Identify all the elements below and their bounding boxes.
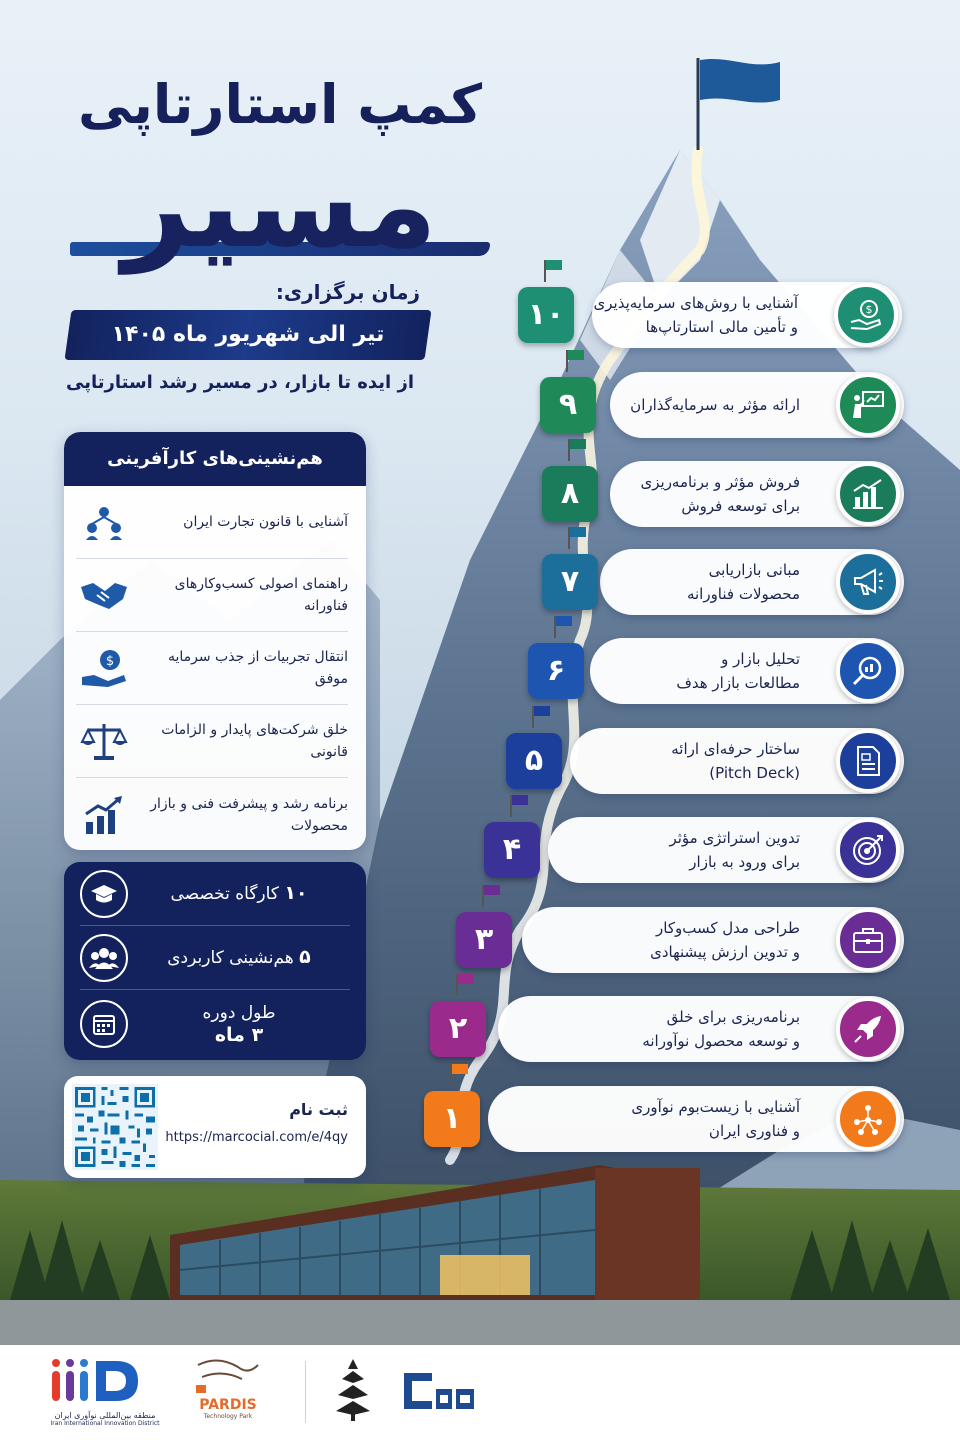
company-logo bbox=[402, 1371, 478, 1440]
iiid-logo bbox=[40, 1355, 170, 1430]
panel-item bbox=[76, 486, 348, 559]
panel-item bbox=[76, 778, 348, 850]
step-number-badge: ۱ bbox=[424, 1091, 480, 1147]
stat-row bbox=[80, 926, 350, 990]
step-line1: آشنایی با زیست‌بوم نوآوری bbox=[631, 1098, 800, 1116]
step-number-badge: ۶ bbox=[528, 643, 584, 699]
group-icon bbox=[80, 934, 128, 982]
stat-label: کارگاه تخصصی bbox=[170, 884, 279, 904]
panel-item-text: انتقال تجربیات از جذب سرمایه موفق bbox=[167, 649, 348, 687]
step-text bbox=[671, 728, 800, 794]
step-flag-icon bbox=[532, 706, 534, 728]
panel-item bbox=[76, 632, 348, 705]
footer-divider bbox=[305, 1361, 306, 1423]
svg-text:$: $ bbox=[105, 654, 115, 669]
step-number-badge: ۵ bbox=[506, 733, 562, 789]
panel-item-text: برنامه رشد و پیشرفت فنی و بازار محصولات bbox=[150, 795, 348, 834]
target-icon bbox=[836, 818, 900, 882]
panel-item bbox=[76, 705, 348, 778]
step-flag-icon bbox=[510, 795, 512, 817]
briefcase-icon bbox=[836, 908, 900, 972]
svg-text:$: $ bbox=[865, 303, 873, 316]
panel-item-text: راهنمای اصولی کسب‌وکارهای فناورانه bbox=[174, 576, 348, 614]
step-number-badge: ۹ bbox=[540, 377, 596, 433]
iiid-name-en: Iran International Innovation District bbox=[50, 1420, 160, 1427]
step-line1: مبانی بازاریابی bbox=[708, 561, 800, 579]
step-text bbox=[642, 996, 800, 1062]
step-text bbox=[594, 282, 799, 348]
step-line2: و توسعه محصول نوآورانه bbox=[642, 1032, 800, 1050]
step-number-badge: ۸ bbox=[542, 466, 598, 522]
step-flag-icon bbox=[544, 260, 546, 282]
step-number-badge: ۲ bbox=[430, 1001, 486, 1057]
ecosystem-icon bbox=[836, 1087, 900, 1151]
step-flag-icon bbox=[554, 616, 556, 638]
calendar-icon bbox=[80, 1000, 128, 1048]
money-hand-icon bbox=[834, 283, 898, 347]
stat-text bbox=[128, 946, 350, 969]
step-line2: برای ورود به بازار bbox=[689, 853, 800, 871]
iiid-name: منطقه بین‌المللی نوآوری ایران bbox=[54, 1411, 156, 1420]
step-number-badge: ۴ bbox=[484, 822, 540, 878]
entrepreneurs-panel bbox=[64, 432, 366, 850]
graduation-cap-icon bbox=[80, 870, 128, 918]
step-line1: برنامه‌ریزی برای خلق bbox=[666, 1008, 800, 1026]
registration-link[interactable]: https://marcocial.com/e/4qy bbox=[165, 1130, 348, 1145]
sales-chart-icon bbox=[836, 462, 900, 526]
step-line2: و تأمین مالی استارتاپ‌ها bbox=[645, 318, 798, 336]
rocket-icon bbox=[836, 997, 900, 1061]
tagline: از ایده تا بازار، در مسیر رشد استارتاپی bbox=[65, 372, 414, 393]
step-line2: و تدوین ارزش پیشنهادی bbox=[650, 943, 800, 961]
pardis-logo bbox=[188, 1355, 268, 1430]
scales-icon bbox=[76, 719, 132, 763]
registration-card[interactable] bbox=[64, 1076, 366, 1178]
qr-code[interactable] bbox=[72, 1082, 158, 1172]
step-line1: ارائه مؤثر به سرمایه‌گذاران bbox=[630, 396, 800, 414]
schedule-label: زمان برگزاری: bbox=[275, 280, 420, 304]
step-line1: تدوین استراتژی مؤثر bbox=[669, 829, 800, 847]
step-text bbox=[676, 638, 800, 704]
tree-logo bbox=[328, 1355, 378, 1425]
step-text bbox=[687, 549, 800, 615]
step-flag-icon bbox=[566, 350, 568, 372]
panel-heading: هم‌نشینی‌های کارآفرینی bbox=[64, 432, 366, 486]
stat-text bbox=[128, 882, 350, 905]
step-flag-icon bbox=[568, 439, 570, 461]
panel-item-text: خلق شرکت‌های پایدار و الزامات قانونی bbox=[161, 722, 348, 760]
step-flag-icon bbox=[482, 885, 484, 907]
step-text bbox=[650, 907, 800, 973]
step-line2: مطالعات بازار هدف bbox=[676, 674, 800, 692]
step-line1: آشنایی با روش‌های سرمایه‌پذیری bbox=[593, 294, 798, 312]
step-flag-icon bbox=[456, 974, 458, 996]
title-block bbox=[40, 70, 520, 274]
growth-chart-icon bbox=[76, 793, 132, 837]
step-line2: برای توسعه فروش bbox=[681, 497, 800, 515]
step-line2: و فناوری ایران bbox=[708, 1122, 800, 1140]
title-line1: کمپ استارتاپی bbox=[77, 73, 483, 136]
pardis-sub: Technology Park bbox=[203, 1413, 253, 1420]
stat-text bbox=[128, 1002, 350, 1047]
stat-number: ۱۰ bbox=[284, 882, 308, 904]
step-line2: (Pitch Deck) bbox=[709, 764, 800, 782]
money-hand-icon bbox=[76, 646, 132, 690]
step-flag-icon bbox=[568, 527, 570, 549]
step-line1: ساختار حرفه‌ای ارائه bbox=[671, 740, 800, 758]
step-number-badge: ۷ bbox=[542, 554, 598, 610]
title-main-word: مسیر bbox=[122, 136, 438, 274]
panel-item-text: آشنایی با قانون تجارت ایران bbox=[183, 514, 348, 530]
step-line1: تحلیل بازار و bbox=[721, 650, 800, 668]
document-icon bbox=[836, 729, 900, 793]
stat-row bbox=[80, 990, 350, 1058]
network-people-icon bbox=[76, 500, 132, 544]
magnifier-chart-icon bbox=[836, 639, 900, 703]
step-line1: طراحی مدل کسب‌وکار bbox=[656, 919, 800, 937]
step-text bbox=[630, 372, 800, 438]
stat-label: هم‌نشینی کاربردی bbox=[167, 948, 294, 968]
stat-number: ۳ ماه bbox=[214, 1023, 264, 1046]
stat-row bbox=[80, 862, 350, 926]
megaphone-icon bbox=[836, 550, 900, 614]
step-text bbox=[641, 461, 801, 527]
step-number-badge: ۱۰ bbox=[518, 287, 574, 343]
registration-title: ثبت نام bbox=[289, 1100, 348, 1119]
panel-item bbox=[76, 559, 348, 632]
stats-box bbox=[64, 862, 366, 1060]
pardis-name: PARDIS bbox=[199, 1397, 257, 1413]
step-line2: محصولات فناورانه bbox=[686, 585, 800, 603]
step-text bbox=[631, 1086, 800, 1152]
step-flag-icon bbox=[450, 1064, 452, 1086]
footer-logos bbox=[0, 1345, 960, 1440]
step-text bbox=[669, 817, 800, 883]
stat-number: ۵ bbox=[299, 946, 311, 968]
step-line1: فروش مؤثر و برنامه‌ریزی bbox=[640, 473, 800, 491]
handshake-icon bbox=[76, 573, 132, 617]
title-line2 bbox=[40, 136, 520, 274]
presentation-icon bbox=[836, 373, 900, 437]
stat-label: طول دوره bbox=[202, 1002, 276, 1023]
step-number-badge: ۳ bbox=[456, 912, 512, 968]
schedule-dates: تیر الی شهریور ماه ۱۴۰۵ bbox=[111, 322, 385, 347]
